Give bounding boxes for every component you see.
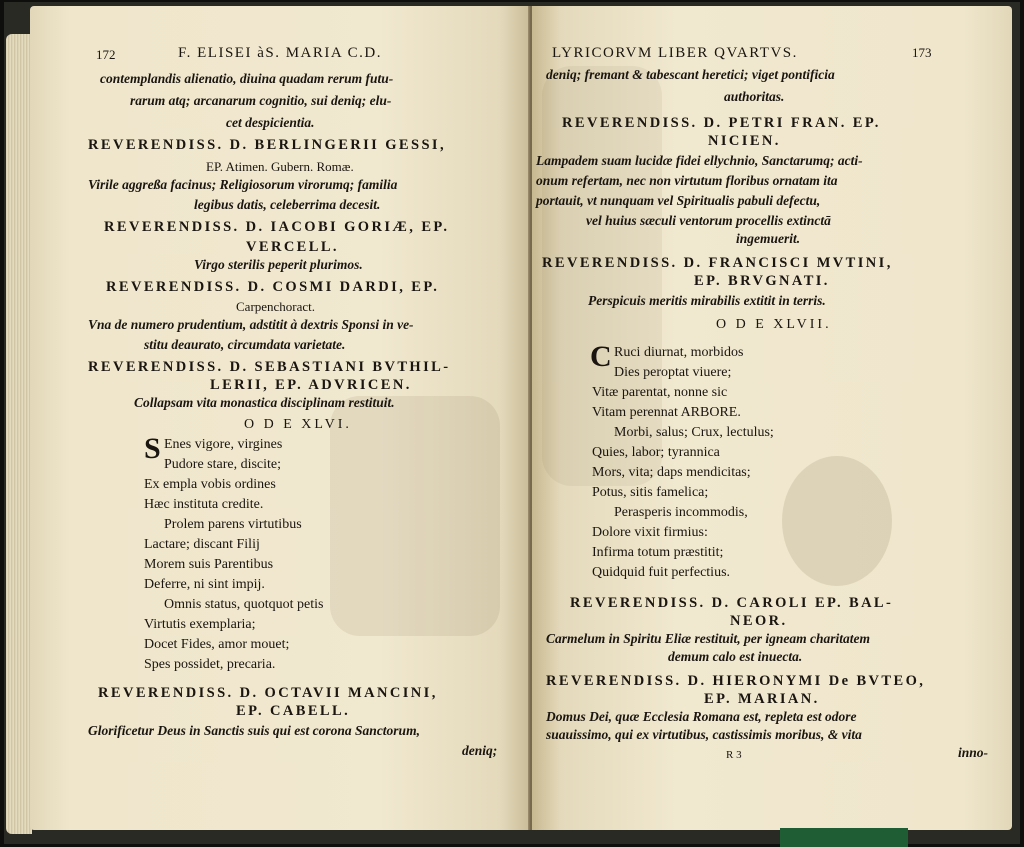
page-stack-edge	[6, 34, 32, 834]
text-line: Vna de numero prudentium, adstitit à dextris Sponsi in ve-	[88, 317, 414, 332]
text-line: rarum atq; arcanarum cognitio, sui deniq; elu-	[130, 93, 392, 108]
heading-line: LERII, EP. ADVRICEN.	[210, 377, 412, 393]
text-line: Perspicuis meritis mirabilis extitit in terris.	[588, 293, 826, 308]
heading-line: NICIEN.	[708, 133, 781, 149]
heading-line: EP. BRVGNATI.	[694, 273, 830, 289]
poem-line: Pudore stare, discite;	[164, 457, 282, 472]
ode-title: O D E XLVII.	[716, 317, 832, 332]
text-line: Lampadem suam lucidæ fidei ellychnio, Sanctarumq; acti-	[536, 153, 863, 168]
poem-line: Morbi, salus; Crux, lectulus;	[614, 425, 774, 440]
text-line: stitu deaurato, circumdata varietate.	[144, 337, 346, 352]
heading-line: REVERENDISS. D. HIERONYMI De BVTEO,	[546, 673, 926, 689]
heading-line: EP. CABELL.	[236, 703, 351, 719]
text-line: deniq; fremant & tabescant heretici; viget pontificia	[546, 67, 835, 82]
heading-line: REVERENDISS. D. BERLINGERII GESSI,	[88, 137, 446, 153]
text-line: onum refertam, nec non virtutum floribus ornatam ita	[536, 173, 838, 188]
poem-line: Prolem parens virtutibus	[164, 517, 302, 532]
poem-line: Docet Fides, amor mouet;	[144, 637, 290, 652]
signature-mark: R 3	[726, 749, 742, 761]
page-number: 173	[912, 45, 932, 60]
poem-line: Quies, labor; tyrannica	[592, 445, 720, 460]
catchword: deniq;	[462, 743, 498, 758]
poem-line: Enes vigore, virgines	[164, 437, 283, 452]
subheading-line: Carpenchoract.	[236, 299, 316, 314]
text-line: Virile aggreßa facinus; Religiosorum virorumq; familia	[88, 177, 398, 192]
drop-capital: C	[590, 340, 612, 373]
poem-line: Quidquid fuit perfectius.	[592, 565, 731, 580]
poem-line: Infirma totum præstitit;	[592, 545, 724, 560]
text-line: Domus Dei, quæ Ecclesia Romana est, repleta est odore	[546, 709, 857, 724]
text-line: contemplandis alienatio, diuina quadam rerum futu-	[100, 71, 394, 86]
poem-line: Spes possidet, precaria.	[144, 657, 276, 672]
text-line: Collapsam vita monastica disciplinam restituit.	[134, 395, 395, 410]
poem-line: Potus, sitis famelica;	[592, 485, 709, 500]
poem-line: Lactare; discant Filij	[144, 537, 260, 552]
text-line: portauit, vt nunquam vel Spiritualis pabuli defectu,	[536, 193, 821, 208]
heading-line: EP. MARIAN.	[704, 691, 820, 707]
text-line: demum calo est inuecta.	[668, 649, 803, 664]
text-line: authoritas.	[724, 89, 785, 104]
poem-line: Deferre, ni sint impij.	[144, 577, 265, 592]
heading-line: NEOR.	[730, 613, 788, 629]
poem-line: Dies peroptat viuere;	[614, 365, 732, 380]
poem-line: Vitam perennat ARBORE.	[592, 405, 741, 420]
page-number: 172	[96, 47, 116, 62]
ode-title: O D E XLVI.	[244, 417, 352, 432]
left-page	[30, 6, 530, 830]
poem-line: Perasperis incommodis,	[614, 505, 748, 520]
poem-line: Virtutis exemplaria;	[144, 617, 256, 632]
running-head: F. ELISEI àS. MARIA C.D.	[178, 45, 382, 61]
subheading-line: EP. Atimen. Gubern. Romæ.	[206, 159, 354, 174]
poem-line: Ruci diurnat, morbidos	[614, 345, 744, 360]
heading-line: REVERENDISS. D. CAROLI EP. BAL-	[570, 595, 894, 611]
drop-capital: S	[144, 432, 161, 465]
heading-line: REVERENDISS. D. OCTAVII MANCINI,	[98, 685, 438, 701]
text-line: cet despicientia.	[226, 115, 315, 130]
text-line: Glorificetur Deus in Sanctis suis qui est corona Sanctorum,	[88, 723, 420, 738]
heading-line: REVERENDISS. D. FRANCISCI MVTINI,	[542, 255, 893, 271]
text-line: ingemuerit.	[736, 231, 801, 246]
text-line: legibus datis, celeberrima decesit.	[194, 197, 381, 212]
poem-line: Ex empla vobis ordines	[144, 477, 276, 492]
poem-line: Dolore vixit firmius:	[592, 525, 708, 540]
poem-line: Omnis status, quotquot petis	[164, 597, 324, 612]
heading-line: REVERENDISS. D. PETRI FRAN. EP.	[562, 115, 881, 131]
poem-line: Hæc instituta credite.	[144, 497, 264, 512]
poem-line: Morem suis Parentibus	[144, 557, 274, 572]
text-line: vel huius sæculi ventorum procellis extinctā	[586, 213, 831, 228]
green-cloth-edge	[780, 828, 908, 847]
catchword: inno-	[958, 745, 989, 760]
text-line: Carmelum in Spiritu Eliæ restituit, per igneam charitatem	[546, 631, 871, 646]
poem-line: Mors, vita; daps mendicitas;	[592, 465, 751, 480]
heading-line: VERCELL.	[246, 239, 339, 255]
text-line: Virgo sterilis peperit plurimos.	[194, 257, 363, 272]
right-page	[532, 6, 1012, 830]
heading-line: REVERENDISS. D. COSMI DARDI, EP.	[106, 279, 440, 295]
poem-line: Vitæ parentat, nonne sic	[592, 385, 728, 400]
text-line: suauissimo, qui ex virtutibus, castissimis moribus, & vita	[546, 727, 862, 742]
running-head: LYRICORVM LIBER QVARTVS.	[552, 45, 798, 61]
heading-line: REVERENDISS. D. SEBASTIANI BVTHIL-	[88, 359, 451, 375]
heading-line: REVERENDISS. D. IACOBI GORIÆ, EP.	[104, 219, 450, 235]
